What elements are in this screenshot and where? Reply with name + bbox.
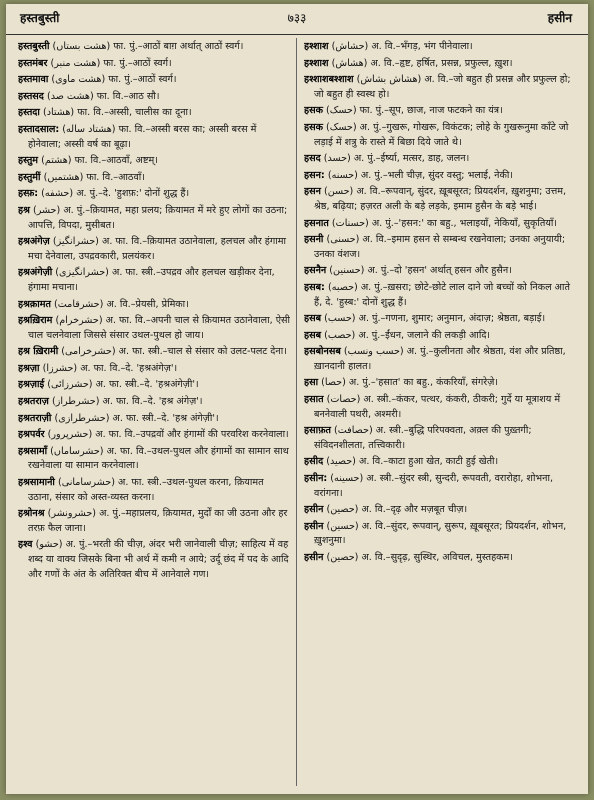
dictionary-entry: [18, 345, 290, 360]
entry-headword: हश्रतराज़: [18, 396, 49, 408]
dictionary-entry: [18, 476, 290, 505]
dictionary-entry: [304, 455, 576, 470]
entry-urdu-spelling: (حشاش): [331, 41, 369, 52]
entry-definition: फा. पुं.–आठों स्वर्ग।: [103, 57, 172, 69]
entry-urdu-spelling: (حشفه): [41, 188, 74, 200]
entry-definition: फा. पुं.–आठों बाग़ अर्थात् आठों स्वर्ग।: [113, 41, 244, 52]
entry-definition: अ. पुं.–दो 'हसन' अर्थात् हसन और हुसैन।: [367, 265, 512, 277]
entry-urdu-spelling: (هشتاد ساله): [62, 123, 116, 135]
dictionary-entry: [304, 312, 576, 327]
dictionary-entry: [18, 90, 290, 105]
dictionary-entry: [304, 40, 576, 55]
entry-urdu-spelling: (حشر): [32, 204, 61, 216]
entry-headword: हस्तबुस्ती: [18, 41, 50, 52]
dictionary-entry: [18, 395, 290, 410]
entry-headword: हसब: [304, 329, 322, 341]
entry-definition: अ. स्त्री.–सुंदर स्त्री, सुन्दरी, रूपवती, वरारोहा, शोभना, वरांगना।: [314, 473, 554, 499]
left-column: [18, 40, 290, 784]
entry-urdu-spelling: (حشرزا): [42, 362, 78, 374]
page-header: [6, 4, 588, 35]
entry-headword: हसक: [304, 105, 323, 117]
entry-urdu-spelling: (حسن): [323, 186, 354, 198]
entry-urdu-spelling: (حسک): [326, 121, 357, 133]
entry-urdu-spelling: (حشرساماں): [50, 445, 104, 457]
dictionary-entry: [304, 520, 576, 549]
dictionary-entry: [18, 40, 290, 55]
entry-urdu-spelling: (حصات): [326, 394, 361, 406]
entry-headword: हसब: [304, 313, 322, 325]
entry-urdu-spelling: (حشرپرور): [47, 429, 93, 441]
dictionary-entry: [304, 393, 576, 422]
entry-definition: अ. पुं.–गुखरू, गोखरू, विकंटक; लोहे के गुखरूनुमा काँटे जो लड़ाई में शत्रु के रास्ते में बिछा दिये जाते थे।: [314, 121, 569, 148]
entry-urdu-spelling: (حصافت): [334, 425, 373, 437]
entry-definition: अ. पुं.–कुलीनता और श्रेष्ठता, वंश और प्रतिष्ठा, ख़ानदानी हालत।: [314, 346, 566, 372]
entry-urdu-spelling: (حصبه): [327, 281, 358, 293]
entry-definition: अ. वि.–सुंदर, रूपवान्, सुरूप, ख़ूबसूरत; प्रियदर्शन, शोभन, ख़ुशनुमा।: [314, 520, 567, 547]
entry-definition: अ. वि.–प्रेयसी, प्रेमिका।: [106, 298, 189, 310]
dictionary-entry: [304, 551, 576, 566]
entry-urdu-spelling: (حشو): [35, 539, 63, 551]
entry-definition: अ. फा. वि.–अपनी चाल से क़ियामत उठानेवाला, ऐसी चाल चलनेवाला जिससे संसार उथल-पुथल हो जाय।: [28, 315, 290, 341]
dictionary-entry: [18, 507, 290, 536]
entry-definition: अ. वि.–भँगड़, भंग पीनेवाला।: [371, 41, 473, 52]
entry-definition: अ. स्त्री.–बुद्धि परिपक्वता, अक़्ल की पुख़्तगी; संविदनशीलता, तत्त्विकारी।: [314, 425, 532, 451]
header-left-guide-word: हस्तबुस्ती: [20, 11, 60, 25]
entry-definition: अ. वि.–सुदृढ़, सुस्थिर, अविचल, मुस्तहकम।: [361, 552, 513, 563]
entry-definition: अ. वि.–इमाम हसन से सम्बन्ध रखनेवाला; उनका अनुयायी; उनका वंशज।: [314, 234, 566, 260]
entry-definition: अ. पुं.–गणना, शुमार; अनुमान, अंदाज़; श्रेष्ठता, बड़ाई।: [358, 313, 546, 325]
entry-urdu-spelling: (حسب): [324, 313, 356, 325]
entry-urdu-spelling: (هشاش): [331, 57, 368, 69]
right-column: [304, 40, 576, 784]
entry-urdu-spelling: (هشتمیں): [43, 171, 84, 183]
entry-headword: हसीन: [304, 504, 324, 516]
dictionary-entry: [304, 345, 576, 374]
entry-urdu-spelling: (حسینه): [330, 473, 364, 485]
dictionary-entry: [18, 73, 290, 88]
entry-headword: हश्रसामाँ: [18, 445, 48, 457]
entry-headword: हसनैन: [304, 265, 327, 277]
dictionary-entry: [304, 121, 576, 150]
entry-urdu-spelling: (حشرسامانی): [57, 477, 115, 489]
entry-definition: फा. वि.–आठवाँ।: [86, 171, 145, 183]
entry-headword: हश्व: [18, 539, 33, 551]
entry-definition: अ. स्त्री.–कंकर, पत्थर, कंकरी, ठीकरी; गुर्दे या मूत्राशय में बननेवाली पथरी, अश्मरी।: [314, 394, 561, 420]
entry-headword: हश्रसामानी: [18, 477, 55, 489]
dictionary-entry: [18, 123, 290, 152]
dictionary-entry: [18, 445, 290, 474]
dictionary-entry: [18, 154, 290, 169]
entry-headword: हसीन: [304, 552, 324, 563]
entry-headword: हश्रअंगेज़ी: [18, 267, 53, 279]
dictionary-entry: [18, 57, 290, 72]
entry-headword: हसात: [304, 394, 324, 406]
entry-headword: हश्शाश: [304, 41, 329, 52]
entry-definition: अ. पुं.–ख़सरा; छोटे-छोटे लाल दाने जो बच्चों को निकल आते हैं, दे. 'हुस्ब:' दोनों शुद्ध हैं।: [314, 281, 570, 308]
entry-urdu-spelling: (حسنی): [326, 234, 360, 246]
entry-headword: हसाफ़त: [304, 425, 331, 437]
dictionary-entry: [304, 73, 576, 102]
dictionary-entry: [18, 171, 290, 186]
dictionary-entry: [304, 104, 576, 119]
entry-definition: अ. फा. स्त्री.–चाल से संसार को उलट-पलट देना।: [118, 346, 287, 358]
entry-urdu-spelling: (هشت ماوی): [51, 74, 106, 86]
entry-urdu-spelling: (حصین): [326, 552, 359, 563]
dictionary-entry: [304, 424, 576, 453]
entry-definition: अ. पुं.–भली चीज़, सुंदर वस्तु; भलाई, नेकी।: [360, 169, 513, 181]
dictionary-entry: [18, 314, 290, 343]
entry-urdu-spelling: (هشت صد): [46, 90, 94, 102]
entry-headword: हश्रक़ामत: [18, 298, 51, 310]
dictionary-entry: [304, 503, 576, 518]
dictionary-entry: [304, 217, 576, 232]
entry-headword: हश्रअंगेज़: [18, 236, 50, 248]
entry-definition: फा. वि.–आठवाँ, अष्टम्।: [74, 155, 158, 167]
dictionary-entry: [304, 264, 576, 279]
entry-headword: हश्र ख़िरामी: [18, 346, 59, 358]
entry-urdu-spelling: (هشت منبر): [50, 57, 101, 69]
page-number: ७३३: [287, 11, 307, 25]
entry-urdu-spelling: (هشتم): [41, 155, 72, 167]
dictionary-entry: [18, 204, 290, 233]
dictionary-entry: [18, 266, 290, 295]
column-divider: [296, 38, 297, 786]
entry-definition: अ. फा. स्त्री.–उपद्रव और हलचल खड़ीकर देना, हंगामा मचाना।: [28, 267, 275, 293]
entry-definition: फा. वि.–आठ सौ।: [96, 90, 160, 102]
entry-urdu-spelling: (حسنه): [327, 169, 358, 181]
entry-urdu-spelling: (حصا): [321, 377, 346, 389]
entry-definition: अ. फा. वि.–दे. 'हश्र अंगेज़'।: [102, 396, 203, 408]
entry-definition: अ. पुं.–'हसात' का बहु., कंकरियाँ, संगरेज़े।: [348, 377, 498, 389]
entry-urdu-spelling: (حسب ونسب): [343, 346, 404, 358]
entry-urdu-spelling: (حشرزائی): [47, 379, 93, 391]
entry-headword: हसनी: [304, 234, 324, 246]
entry-headword: हस्तुमीं: [18, 171, 41, 183]
entry-urdu-spelling: (حسک): [326, 105, 357, 117]
entry-urdu-spelling: (حسنین): [329, 265, 365, 277]
entry-definition: अ. फा. वि.–क़ियामत उठानेवाला, हलचल और हंगामा मचा देनेवाला, उपद्रवकारी, प्रलयंकर।: [28, 236, 286, 262]
entry-urdu-spelling: (حشرخرامی): [61, 346, 116, 358]
entry-headword: हसद: [304, 153, 321, 165]
entry-headword: हस्तमावा: [18, 74, 49, 86]
entry-definition: अ. पुं.–दे. 'हुशफ़:' दोनों शुद्ध हैं।: [76, 188, 190, 200]
entry-headword: हस्तमंबर: [18, 57, 48, 69]
entry-headword: हसीद: [304, 456, 324, 468]
dictionary-page: [6, 4, 588, 794]
entry-urdu-spelling: (حشرونشر): [47, 508, 96, 520]
dictionary-entry: [18, 106, 290, 121]
dictionary-entry: [304, 169, 576, 184]
entry-urdu-spelling: (حصب): [324, 329, 356, 341]
dictionary-entry: [18, 187, 290, 202]
entry-headword: हस्फ़:: [18, 188, 39, 200]
entry-headword: हस्तुम: [18, 155, 39, 167]
entry-definition: अ. वि.–दृढ़ और मज़बूत चीज़।: [361, 504, 468, 516]
entry-headword: हसीन: [304, 520, 324, 532]
entry-urdu-spelling: (حشرانگیزی): [55, 267, 109, 279]
entry-headword: हसबोनसब: [304, 346, 341, 358]
dictionary-entry: [18, 428, 290, 443]
entry-definition: फा. पुं.–आठों स्वर्ग।: [108, 74, 177, 86]
entry-headword: हश्र: [18, 204, 30, 216]
entry-definition: अ. पुं.–ईर्ष्या, मत्सर, डाह, जलन।: [353, 153, 470, 165]
dictionary-entry: [18, 362, 290, 377]
entry-urdu-spelling: (حشرخرام): [55, 315, 103, 327]
entry-definition: अ. फा. वि.–उथल-पुथल और हंगामों का सामान साथ रखनेवाला या सामान करनेवाला।: [28, 445, 289, 472]
dictionary-entry: [304, 472, 576, 501]
entry-headword: हसक: [304, 121, 323, 133]
entry-headword: हसनात: [304, 217, 329, 229]
dictionary-entry: [304, 185, 576, 214]
entry-urdu-spelling: (هشتاد): [42, 107, 75, 119]
entry-definition: अ. पुं.–क़ियामत, महा प्रलय; क़ियामत में मरे हुए लोगों का उठना; आपत्ति, विपदा, मुसीबत।: [28, 204, 288, 231]
entry-headword: हश्रोनश्र: [18, 508, 45, 520]
entry-definition: अ. वि.–रूपवान्, सुंदर, ख़ूबसूरत; प्रियदर्शन, ख़ुशनुमा; उत्तम, श्रेष्ठ, बढ़िया; हज़रत अली के बड़े लड़के, इमाम हुसैन के बड़े भाई।: [314, 186, 567, 212]
dictionary-entry: [18, 298, 290, 313]
entry-definition: अ. फा. वि.–दे. 'हश्रअंगेज़'।: [80, 362, 178, 374]
entry-headword: हस्तदा: [18, 107, 40, 119]
entry-definition: अ. पुं.–'हसन:' का बहु., भलाइयाँ, नेकियाँ, सुकृतियाँ।: [371, 217, 558, 229]
entry-headword: हश्रज़ा: [18, 362, 40, 374]
entry-definition: अ. फा. स्त्री.–उथल-पुथल करना, क़ियामत उठाना, संसार को अस्त-व्यस्त करना।: [28, 477, 264, 503]
entry-definition: अ. वि.–काटा हुआ खेत, काटी हुई खेती।: [358, 456, 499, 468]
dictionary-entry: [18, 538, 290, 582]
entry-urdu-spelling: (حسد): [323, 153, 351, 165]
entry-definition: अ. पुं.–भरती की चीज़, अंदर भरी जानेवाली चीज़; साहित्य में वह शब्द या वाक्य जिसके बिना भी अर्थ में कमी न आये; उर्दू छंद में पद के आदि और गणों के अंत के अतिरिक्त बीच में आनेवाले गण।: [28, 539, 289, 580]
entry-urdu-spelling: (هشت بستاں): [52, 41, 111, 52]
entry-definition: फा. पुं.–सूप, छाज, नाज फटकने का यंत्र।: [359, 105, 503, 117]
dictionary-entry: [304, 233, 576, 262]
entry-definition: अ. वि.–जो बहुत ही प्रसन्न और प्रफुल्ल हो; जो बहुत ही स्वस्थ हो।: [314, 74, 571, 100]
entry-urdu-spelling: (حشرطرازی): [54, 412, 110, 424]
entry-headword: हश्रपर्वर: [18, 429, 45, 441]
entry-urdu-spelling: (حشرطراز): [51, 396, 100, 408]
entry-definition: अ. पुं.–ईंधन, जलाने की लकड़ी आदि।: [358, 329, 491, 341]
entry-urdu-spelling: (حسین): [326, 520, 359, 532]
entry-definition: फा. वि.–अस्सी, चालीस का दूना।: [77, 107, 192, 119]
entry-headword: हसन:: [304, 169, 325, 181]
entry-headword: हस्तसद: [18, 90, 44, 102]
entry-definition: अ. फा. स्त्री.–दे. 'हश्रअंगेज़ी'।: [95, 379, 199, 391]
entry-headword: हसीन:: [304, 473, 328, 485]
entry-headword: हश्शाश: [304, 57, 329, 69]
dictionary-entry: [304, 376, 576, 391]
entry-urdu-spelling: (حشرانگیز): [52, 236, 99, 248]
entry-definition: अ. वि.–हृष्ट, हर्षित, प्रसन्न, प्रफुल्ल, ख़ुश।: [370, 57, 513, 69]
entry-definition: फा. वि.–अस्सी बरस का; अस्सी बरस में होनेवाला; अस्सी वर्ष का बूढ़ा।: [28, 123, 257, 150]
entry-urdu-spelling: (حصین): [326, 504, 359, 516]
dictionary-entry: [18, 378, 290, 393]
entry-headword: हसब:: [304, 281, 325, 293]
dictionary-entry: [304, 57, 576, 72]
entry-urdu-spelling: (حسنات): [331, 217, 369, 229]
entry-definition: अ. फा. वि.–उपद्रवों और हंगामों की परवरिश करनेवाला।: [95, 429, 289, 441]
entry-urdu-spelling: (حصید): [326, 456, 356, 468]
entry-headword: हसा: [304, 377, 319, 389]
dictionary-entry: [18, 235, 290, 264]
dictionary-entry: [18, 412, 290, 427]
entry-urdu-spelling: (هشاش بشاش): [356, 74, 422, 86]
entry-urdu-spelling: (حشرقامت): [54, 298, 104, 310]
entry-definition: अ. पुं.–महाप्रलय, क़ियामत, मुर्दों का जी उठना और हर तरफ़ फैल जाना।: [28, 508, 288, 534]
entry-headword: हस्तादसाल:: [18, 123, 60, 135]
entry-headword: हश्रज़ाई: [18, 379, 45, 391]
entry-definition: अ. फा. स्त्री.–दे. 'हश्र अंगेज़ी'।: [112, 412, 219, 424]
dictionary-entry: [304, 281, 576, 310]
entry-headword: हश्रतराज़ी: [18, 412, 52, 424]
entry-headword: हश्शाशबश्शाश: [304, 74, 354, 86]
header-right-guide-word: हसीन: [547, 11, 572, 25]
entry-headword: हसन: [304, 186, 321, 198]
entry-headword: हश्रख़िराम: [18, 315, 53, 327]
dictionary-entry: [304, 152, 576, 167]
dictionary-entry: [304, 329, 576, 344]
